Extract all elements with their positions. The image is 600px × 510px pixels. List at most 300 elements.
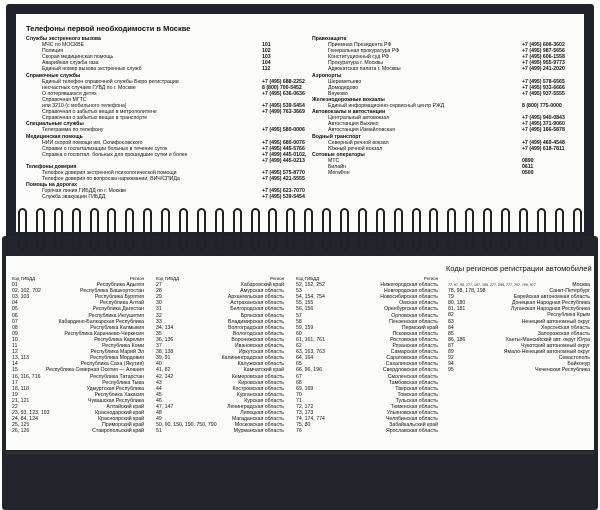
region-code: 63, 163, 763 (296, 349, 325, 356)
region-code: 82 (448, 312, 454, 319)
region-name: Кабардино-Балкарская Республика (58, 318, 144, 325)
region-code: 33 (156, 318, 162, 325)
region-code: 01 (12, 282, 18, 289)
region-code: 41, 82 (156, 367, 171, 374)
phone-number: +7 (495) 636-0636 (262, 90, 305, 97)
region-name: Республика Тыва (102, 379, 144, 386)
region-name: Саратовская область (386, 355, 438, 362)
region-name: Республика Марий Эл (90, 349, 144, 356)
phone-number: 8 (800) 775-0000 (522, 103, 562, 110)
region-code: 05 (12, 306, 18, 313)
region-codes-title: Коды регионов регистрации автомобилей (446, 264, 592, 273)
entry-label: Приемная Президента РФ (328, 42, 392, 49)
region-name: Владимирская область (228, 318, 284, 325)
spiral-ring (18, 208, 27, 250)
region-column-1 (12, 276, 144, 434)
region-name: Пензенская область (389, 318, 438, 325)
region-code: 39, 91 (156, 355, 171, 362)
region-codes-page (6, 256, 594, 450)
region-name: Томская область (397, 391, 438, 398)
region-name: Республика Саха (Якутия) (80, 361, 144, 368)
region-name: Байконур (567, 361, 590, 368)
spiral-ring (322, 208, 331, 250)
region-code: 02, 102, 702 (12, 288, 41, 295)
region-name: Нижегородская область (380, 282, 438, 289)
region-name: Чувашская Республика (87, 397, 144, 404)
region-name: Смоленская область (387, 373, 438, 380)
spiral-ring (537, 208, 546, 250)
region-code: 66, 96, 196 (296, 367, 322, 374)
spiral-ring (447, 208, 456, 250)
region-code: 77, 97, 99, 177, 197, 199, 277, 299, 777, 797, 799, 977 (448, 283, 536, 287)
entry-label: Конституционный суд РФ (328, 54, 390, 61)
phone-number: 101 (262, 42, 271, 49)
region-name: Республика Коми (102, 343, 144, 350)
phone-number: +7 (495) 933-6666 (522, 84, 565, 91)
spiral-ring (340, 208, 349, 250)
region-name: Воронежская область (231, 336, 284, 343)
region-name: Вологодская область (232, 330, 284, 337)
region-code: 16, 116, 716 (12, 373, 41, 380)
region-name: Ямало-Ненецкий автономный округ (503, 349, 590, 356)
region-header: Регион (423, 276, 438, 281)
phone-number: +7 (495) 606-3602 (522, 42, 565, 49)
code-header: Код ГИБДД (156, 276, 180, 281)
region-code: 07 (12, 318, 18, 325)
region-name: Приморский край (102, 422, 144, 429)
region-code: 23, 93, 123, 193 (12, 410, 50, 417)
spiral-ring (286, 208, 295, 250)
page-title: Телефоны первой необходимости в Москве (26, 24, 191, 33)
region-code: 32 (156, 312, 162, 319)
region-code: 78, 98, 178, 198 (448, 288, 486, 295)
phone-number: 0890 (522, 157, 534, 164)
phone-number: +7 (495) 166-5878 (522, 127, 565, 134)
phone-number: +7 (495) 580-0006 (262, 127, 305, 134)
region-name: Республика Крым (547, 312, 590, 319)
region-name: Амурская область (240, 288, 284, 295)
spiral-binding (10, 208, 590, 258)
phone-number: +7 (495) 421-5555 (262, 176, 305, 183)
phone-number: +7 (495) 937-5555 (522, 90, 565, 97)
region-code: 95 (448, 367, 454, 374)
region-code: 37 (156, 343, 162, 350)
region-code: 35 (156, 330, 162, 337)
region-name: Республика Ингушетия (88, 312, 144, 319)
region-name: Псковская область (392, 330, 438, 337)
region-code: 13, 113 (12, 355, 29, 362)
section-label: Справочные службы (26, 72, 81, 79)
region-name: Камчатский край (243, 367, 284, 374)
region-name: Тверская область (395, 385, 438, 392)
entry-label: или 3210 (с мобильного телефона) (42, 103, 127, 110)
region-name: Республика Хакасия (94, 391, 144, 398)
section-label: Железнодорожные вокзалы (312, 96, 385, 103)
phone-list-left (26, 36, 307, 201)
spiral-ring (161, 208, 170, 250)
region-name: Удмуртская Республика (86, 385, 144, 392)
phone-number: +7 (495) 371-9060 (522, 121, 565, 128)
region-name: Калужская область (237, 361, 284, 368)
region-code: 19 (12, 391, 18, 398)
section-label: Специальные службы (26, 121, 84, 128)
spiral-ring (90, 208, 99, 250)
region-name: Запорожская область (537, 330, 590, 337)
region-code: 67 (296, 373, 302, 380)
region-name: Курганская область (236, 391, 284, 398)
region-name: Республика Северная Осетия — Алания (45, 367, 144, 374)
phone-number: +7 (495) 578-6565 (522, 78, 565, 85)
region-code: 65 (296, 361, 302, 368)
region-code: 45 (156, 391, 162, 398)
region-name: Республика Карелия (94, 336, 144, 343)
phone-number: 0500 (522, 170, 534, 177)
phone-number: +7 (495) 539-5454 (262, 103, 305, 110)
phone-number: +7 (495) 955-9773 (522, 60, 565, 67)
spiral-ring (54, 208, 63, 250)
region-code: 44 (156, 385, 162, 392)
region-name: Санкт-Петербург (549, 288, 590, 295)
entry-label: Телефон доверия по вопросам наркомании, ВИЧ/СПИДа (42, 176, 180, 183)
region-column-2 (156, 276, 284, 434)
phone-number: 104 (262, 60, 271, 67)
spiral-ring (555, 208, 564, 250)
region-code: 25, 125 (12, 422, 30, 429)
spiral-ring (125, 208, 134, 250)
region-name: Ненецкий автономный округ (521, 318, 590, 325)
spiral-ring (215, 208, 224, 250)
region-name: Ростовская область (390, 336, 438, 343)
region-name: Республика Бурятия (94, 294, 144, 301)
entry-label: Горячая линия ГИБДД по г. Москве (42, 188, 127, 195)
region-code: 08 (12, 324, 18, 331)
entry-label: Аварийная служба газа (42, 60, 99, 67)
region-code: 15 (12, 367, 18, 374)
entry-label: Северный речной вокзал (328, 139, 389, 146)
entry-label: Генеральная прокуратура РФ (328, 48, 400, 55)
region-name: Республика Мордовия (90, 355, 144, 362)
section-label: Помощь на дорогах (26, 182, 77, 189)
region-code: 26, 126 (12, 428, 30, 435)
region-code: 21, 121 (12, 397, 30, 404)
region-name: Чукотский автономный округ (520, 342, 590, 349)
entry-label: МТС (328, 157, 340, 164)
region-name: Новосибирская область (380, 294, 438, 301)
region-code: 70 (296, 391, 302, 398)
phone-number: +7 (495) 606-1558 (522, 54, 565, 61)
entry-label: Домодедово (328, 84, 359, 91)
entry-label: МегаФон (328, 170, 350, 177)
region-code: 68 (296, 379, 302, 386)
phone-number: +7 (495) 940-0843 (522, 115, 565, 122)
region-name: Забайкальский край (389, 422, 438, 429)
region-name: Ивановская область (234, 343, 284, 350)
entry-label: Полиция (42, 48, 64, 55)
entry-label: Южный речной вокзал (328, 145, 383, 152)
region-name: Республика Алтай (99, 300, 144, 307)
phone-number: +7 (499) 618-7811 (522, 145, 565, 152)
entry-label: Автостанция Измайловская (328, 127, 395, 134)
region-code: 87 (448, 342, 454, 349)
region-code: 86, 186 (448, 336, 466, 343)
phone-number: +7 (495) 623-7070 (262, 188, 305, 195)
entry-label: Телефон доверия экстренной психологической помощи (42, 170, 177, 177)
region-name: Республика Дагестан (92, 306, 144, 313)
region-code: 18, 118 (12, 385, 29, 392)
spiral-ring (429, 208, 438, 250)
region-name: Москва (572, 282, 590, 288)
region-code: 31 (156, 306, 162, 313)
region-name: Липецкая область (240, 410, 284, 417)
spiral-ring (251, 208, 260, 250)
region-name: Рязанская область (392, 343, 438, 350)
region-name: Московская область (234, 422, 284, 429)
region-name: Брянская область (240, 312, 284, 319)
region-code: 73, 173 (296, 410, 314, 417)
region-name: Костромская область (232, 385, 284, 392)
entry-label (26, 158, 42, 164)
region-name: Иркутская область (238, 349, 284, 356)
region-code: 48 (156, 410, 162, 417)
region-code: 50, 90, 150, 190, 750, 790 (156, 422, 217, 429)
region-code: 10 (12, 336, 18, 343)
region-code: 79 (448, 294, 454, 301)
region-code: 81, 181 (448, 306, 466, 313)
region-name: Тамбовская область (388, 379, 438, 386)
region-name: Республика Калмыкия (90, 324, 144, 331)
region-name: Челябинская область (385, 416, 438, 423)
phone-number: +7 (499) 445-0102, (262, 151, 307, 158)
region-code: 60 (296, 330, 302, 337)
region-name: Мурманская область (233, 428, 284, 435)
section-label: Автовокзалы и автостанции (312, 109, 386, 116)
region-code: 12 (12, 349, 18, 356)
spiral-ring (143, 208, 152, 250)
region-name: Красноярский край (98, 416, 144, 423)
entry-label: Прокуратура г. Москвы (328, 60, 383, 67)
region-name: Сахалинская область (385, 361, 438, 368)
entry-label: О потерявшихся детях (42, 90, 97, 97)
entry-label: Единый телефон справочной службы Бюро регистрации (42, 78, 179, 85)
phone-number: 8 (800) 700-5452 (262, 84, 302, 91)
region-name: Ульяновская область (386, 410, 438, 417)
phone-number: 0611 (522, 163, 534, 170)
region-name: Еврейская автономная область (513, 294, 590, 301)
spiral-ring (179, 208, 188, 250)
region-code: 58 (296, 318, 302, 325)
region-name: Белгородская область (230, 306, 284, 313)
region-name: Самарская область (390, 349, 438, 356)
entry-label: Справочная МГТС (42, 96, 87, 103)
region-name: Орловская область (391, 312, 438, 319)
region-code: 83 (448, 318, 454, 325)
region-name: Чеченская Республика (535, 367, 590, 374)
region-code: 11 (12, 343, 18, 350)
region-name: Новгородская область (383, 288, 438, 295)
region-name: Донецкая Народная Республика (511, 300, 590, 307)
region-name: Пермский край (401, 324, 438, 331)
spiral-ring (358, 208, 367, 250)
region-name: Луганская Народная Республика (510, 306, 590, 313)
region-code: 49 (156, 416, 162, 423)
region-code: 34, 134 (156, 324, 174, 331)
entry-label: Скорая медицинская помощь (42, 54, 114, 61)
region-name: Херсонская область (541, 324, 590, 331)
phone-number: 112 (262, 66, 271, 73)
region-code: 43 (156, 379, 162, 386)
code-header: Код ГИБДД (12, 276, 36, 281)
region-code: 64, 164 (296, 355, 314, 362)
region-row (12, 428, 144, 434)
spiral-ring (233, 208, 242, 250)
region-code: 17 (12, 379, 18, 386)
region-code: 59, 159 (296, 324, 314, 331)
entry-label: Автостанция Выхино (328, 121, 379, 128)
region-name: Астраханская область (230, 300, 284, 307)
spiral-ring (268, 208, 277, 250)
region-name: Алтайский край (106, 403, 144, 410)
phone-number: +7 (495) 680-0076 (262, 139, 305, 146)
region-name: Калининградская область (221, 355, 284, 362)
region-code: 85 (448, 330, 454, 337)
spiral-ring (376, 208, 385, 250)
region-name: Свердловская область (382, 367, 438, 374)
region-code: 04 (12, 300, 18, 307)
region-code: 27 (156, 282, 162, 289)
region-code: 71 (296, 397, 302, 404)
spiral-ring (519, 208, 528, 250)
section-label: Аэропорты (312, 72, 342, 79)
region-code: 28 (156, 288, 162, 295)
spiral-ring (501, 208, 510, 250)
spiral-ring (197, 208, 206, 250)
region-header: Регион (269, 276, 284, 281)
phone-number: +7 (495) 445-5766 (262, 145, 305, 152)
entry-label: Справочная о забытых вещах в транспорте (42, 115, 148, 122)
region-name: Волгоградская область (228, 324, 284, 331)
region-code: 14 (12, 361, 18, 368)
entry-label: несчастных случаев ГУВД по г. Москве (42, 84, 136, 91)
region-code: 52, 152, 252 (296, 282, 325, 289)
region-code: 38, 138 (156, 349, 174, 356)
entry-label: НИИ скорой помощи им. Склифосовского (42, 139, 143, 146)
region-code: 89 (448, 349, 454, 356)
region-row (448, 367, 590, 373)
spiral-ring (483, 208, 492, 250)
region-name: Республика Карачаево-Черкесия (64, 330, 144, 337)
region-code: 22 (12, 403, 18, 410)
region-name: Севастополь (558, 355, 590, 362)
entry-label: Справочная о забытых вещах в метрополитене (42, 109, 157, 116)
phone-number: +7 (499) 445-0213 (262, 157, 305, 164)
region-code: 42, 142 (156, 373, 174, 380)
entry-label: Билайн (328, 163, 346, 170)
region-name: Республика Адыгея (96, 282, 144, 289)
region-code: 36, 136 (156, 336, 174, 343)
region-code: 76 (296, 428, 302, 435)
region-name: Ленинградская область (227, 403, 284, 410)
spiral-ring (465, 208, 474, 250)
phone-number: +7 (495) 987-5656 (522, 48, 565, 55)
region-code: 06 (12, 312, 18, 319)
spiral-ring (107, 208, 116, 250)
phone-number: +7 (499) 241-2020 (522, 66, 565, 73)
region-code: 46 (156, 397, 162, 404)
phone-number: +7 (499) 763-3669 (262, 109, 305, 116)
section-label: Службы экстренного вызова (26, 36, 101, 42)
region-code: 09 (12, 330, 18, 337)
entry-label: Внуково (328, 90, 348, 97)
region-column-4 (448, 282, 590, 373)
region-name: Архангельская область (227, 294, 284, 301)
entry-label: Центральный автовокзал (328, 115, 390, 122)
region-column-3 (296, 276, 438, 434)
spiral-ring (304, 208, 313, 250)
phone-entry (26, 194, 305, 201)
region-code: 40 (156, 361, 162, 368)
region-code: 69, 169 (296, 385, 314, 392)
region-code: 57 (296, 312, 302, 319)
region-code: 75, 80 (296, 422, 311, 429)
region-name: Республика Татарстан (90, 373, 144, 380)
region-name: Ярославская область (385, 428, 438, 435)
section-label: Правозащита (312, 36, 347, 42)
region-row (156, 428, 284, 434)
region-code: 56, 156 (296, 306, 314, 313)
phone-number: 102 (262, 48, 271, 55)
entry-label: МЧС по МОСКВЕ (42, 42, 85, 49)
section-label: Сотовые операторы (312, 151, 365, 158)
spiral-ring (573, 208, 582, 250)
region-row (296, 428, 438, 434)
region-code: 94 (448, 361, 454, 368)
region-name: Хабаровский край (240, 282, 284, 289)
region-name: Кемеровская область (231, 373, 284, 380)
section-label: Водный транспорт (312, 133, 361, 140)
region-code: 61, 161, 761 (296, 336, 325, 343)
entry-label: Единый номер вызова экстренных служб (42, 66, 142, 73)
phone-number: +7 (499) 460-4548 (522, 139, 565, 146)
phone-directory-page (16, 14, 584, 232)
region-name: Ставропольский край (92, 428, 144, 435)
region-code: 72, 172 (296, 403, 314, 410)
region-name: Тюменская область (390, 403, 438, 410)
region-name: Оренбургская область (383, 306, 438, 313)
phone-number: +7 (495) 575-8770 (262, 170, 305, 177)
spiral-ring (72, 208, 81, 250)
section-label: Телефоны доверия (26, 163, 77, 170)
entry-label: Справка о госпитал. больных для прошедшие сутки и более (42, 151, 188, 158)
region-code: 51 (156, 428, 162, 435)
region-code: 24, 84, 124 (12, 416, 38, 423)
region-code: 03, 103 (12, 294, 30, 301)
region-code: 80, 180 (448, 300, 466, 307)
cover-stitch (6, 452, 594, 454)
region-name: Кировская область (238, 379, 284, 386)
region-name: Ханты-Мансийский авт. округ Югра (505, 336, 590, 343)
region-code: 30 (156, 300, 162, 307)
region-code: 47, 147 (156, 403, 174, 410)
spiral-ring (412, 208, 421, 250)
region-name: Магаданская область (231, 416, 284, 423)
phone-number: 103 (262, 54, 271, 61)
entry-label: Телеграмма по телефону (42, 127, 104, 134)
region-code: 74, 174, 774 (296, 416, 325, 423)
region-code: 92 (448, 355, 454, 362)
spiral-ring (36, 208, 45, 250)
region-name: Республика Башкортостан (80, 288, 144, 295)
region-name: Омская область (399, 300, 438, 307)
